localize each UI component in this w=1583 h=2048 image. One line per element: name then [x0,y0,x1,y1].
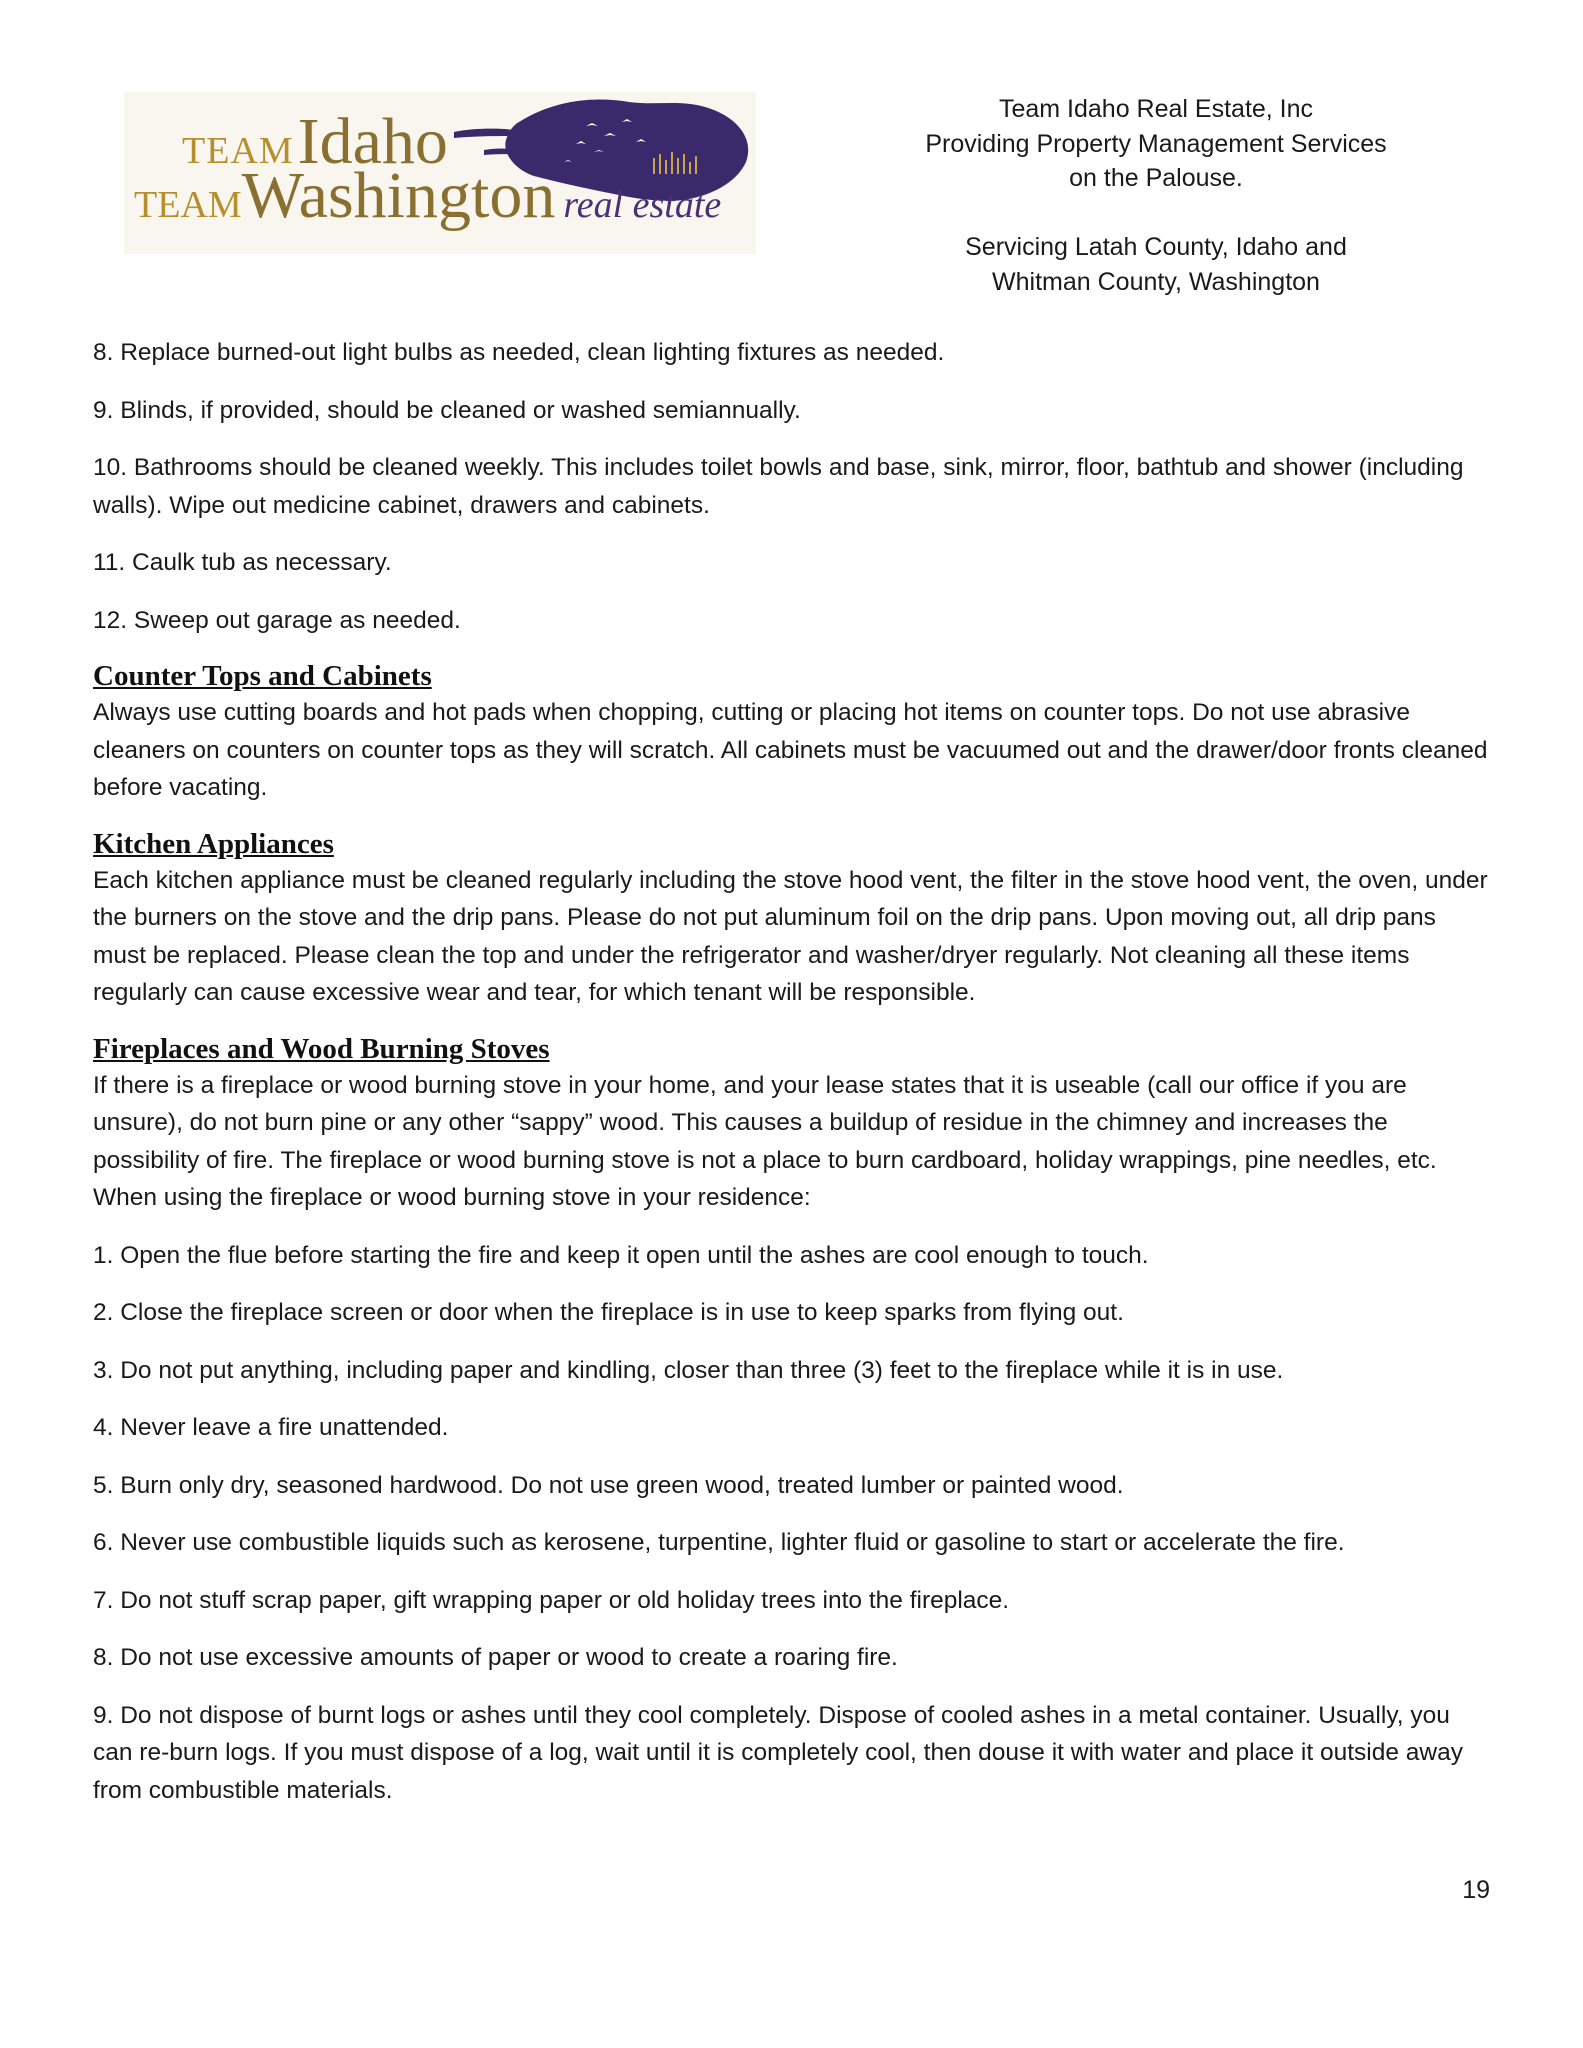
section-text-counter-tops: Always use cutting boards and hot pads when chopping, cutting or placing hot items on counter tops. Do not use abrasive cleaners on counters on counter tops as they will scratch. All cabinets must be vacuumed out and the drawer/door fronts cleaned before vacating. [93,699,1488,801]
list-item: 5. Burn only dry, seasoned hardwood. Do not use green wood, treated lumber or painted wood. [93,1471,1124,1499]
list-item: 3. Do not put anything, including paper and kindling, closer than three (3) feet to the fireplace while it is in use. [93,1356,1284,1384]
list-item: 6. Never use combustible liquids such as kerosene, turpentine, lighter fluid or gasoline to start or accelerate the fire. [93,1529,1345,1556]
company-name: Team Idaho Real Estate, Inc [998,95,1314,123]
logo-team-text: TEAM [182,130,294,172]
page-content [93,334,1493,1829]
list-item: 10. Bathrooms should be cleaned weekly. This includes toilet bowls and base, sink, mirror, floor, bathtub and shower (including walls). Wipe out medicine cabinet, drawers and cabinets. [93,454,1464,519]
section-text-fireplaces: If there is a fireplace or wood burning stove in your home, and your lease states that it is useable (call our office if you are unsure), do not burn pine or any other “sappy” wood. This causes a buildup of residue in the chimney and increases the possibility of fire. The fireplace or wood burning stove is not a place to burn cardboard, holiday wrappings, pine needles, etc. When using the fireplace or wood burning stove in your residence: [93,1071,1437,1211]
list-item: 9. Do not dispose of burnt logs or ashes until they cool completely. Dispose of cooled ashes in a metal container. Usually, you can re-burn logs. If you must dispose of a log, wait until it is completely cool, then douse it with water and place it outside away from combustible materials. [93,1701,1463,1804]
logo-idaho-text: Idaho [297,105,448,178]
company-tagline: Providing Property Management Services [925,129,1387,158]
section-text-kitchen-appliances: Each kitchen appliance must be cleaned regularly including the stove hood vent, the filter in the stove hood vent, the oven, under the burners on the stove and the drip pans. Please do not put aluminum foil on the drip pans. Upon moving out, all drip pans must be replaced. Please clean the top and under the refrigerator and washer/dryer regularly. Not cleaning all these items regularly can cause excessive wear and tear, for which tenant will be responsible. [93,866,1488,1006]
logo-washington-text: Washington [241,159,556,232]
list-item: 4. Never leave a fire unattended. [93,1414,449,1441]
list-item: 9. Blinds, if provided, should be cleaned or washed semiannually. [93,396,801,424]
company-service-area-cont: Whitman County, Washington [992,267,1320,296]
logo-real-estate-text: real estate [563,184,722,226]
company-spacer [866,196,1446,231]
company-service-area: Servicing Latah County, Idaho and [965,233,1347,261]
page-header [0,0,1583,320]
list-item: 12. Sweep out garage as needed. [93,606,461,634]
page-number: 19 [1462,1876,1490,1904]
list-item: 8. Do not use excessive amounts of paper or wood to create a roaring fire. [93,1644,898,1671]
list-item: 11. Caulk tub as necessary. [93,549,392,576]
list-item: 7. Do not stuff scrap paper, gift wrapping paper or old holiday trees into the fireplace. [93,1586,1010,1614]
list-item: 8. Replace burned-out light bulbs as needed, clean lighting fixtures as needed. [93,339,945,366]
section-heading-fireplaces: Fireplaces and Wood Burning Stoves [93,1032,550,1065]
company-logo [124,92,756,254]
list-item: 1. Open the flue before starting the fire and keep it open until the ashes are cool enough to touch. [93,1241,1149,1269]
logo-line-washington [134,158,721,234]
company-info [866,92,1446,299]
list-item: 2. Close the fireplace screen or door when the fireplace is in use to keep sparks from flying out. [93,1299,1124,1326]
section-heading-kitchen-appliances: Kitchen Appliances [93,827,334,860]
logo-team-text: TEAM [134,184,242,226]
company-tagline-cont: on the Palouse. [1069,164,1243,192]
section-heading-counter-tops: Counter Tops and Cabinets [93,660,432,692]
